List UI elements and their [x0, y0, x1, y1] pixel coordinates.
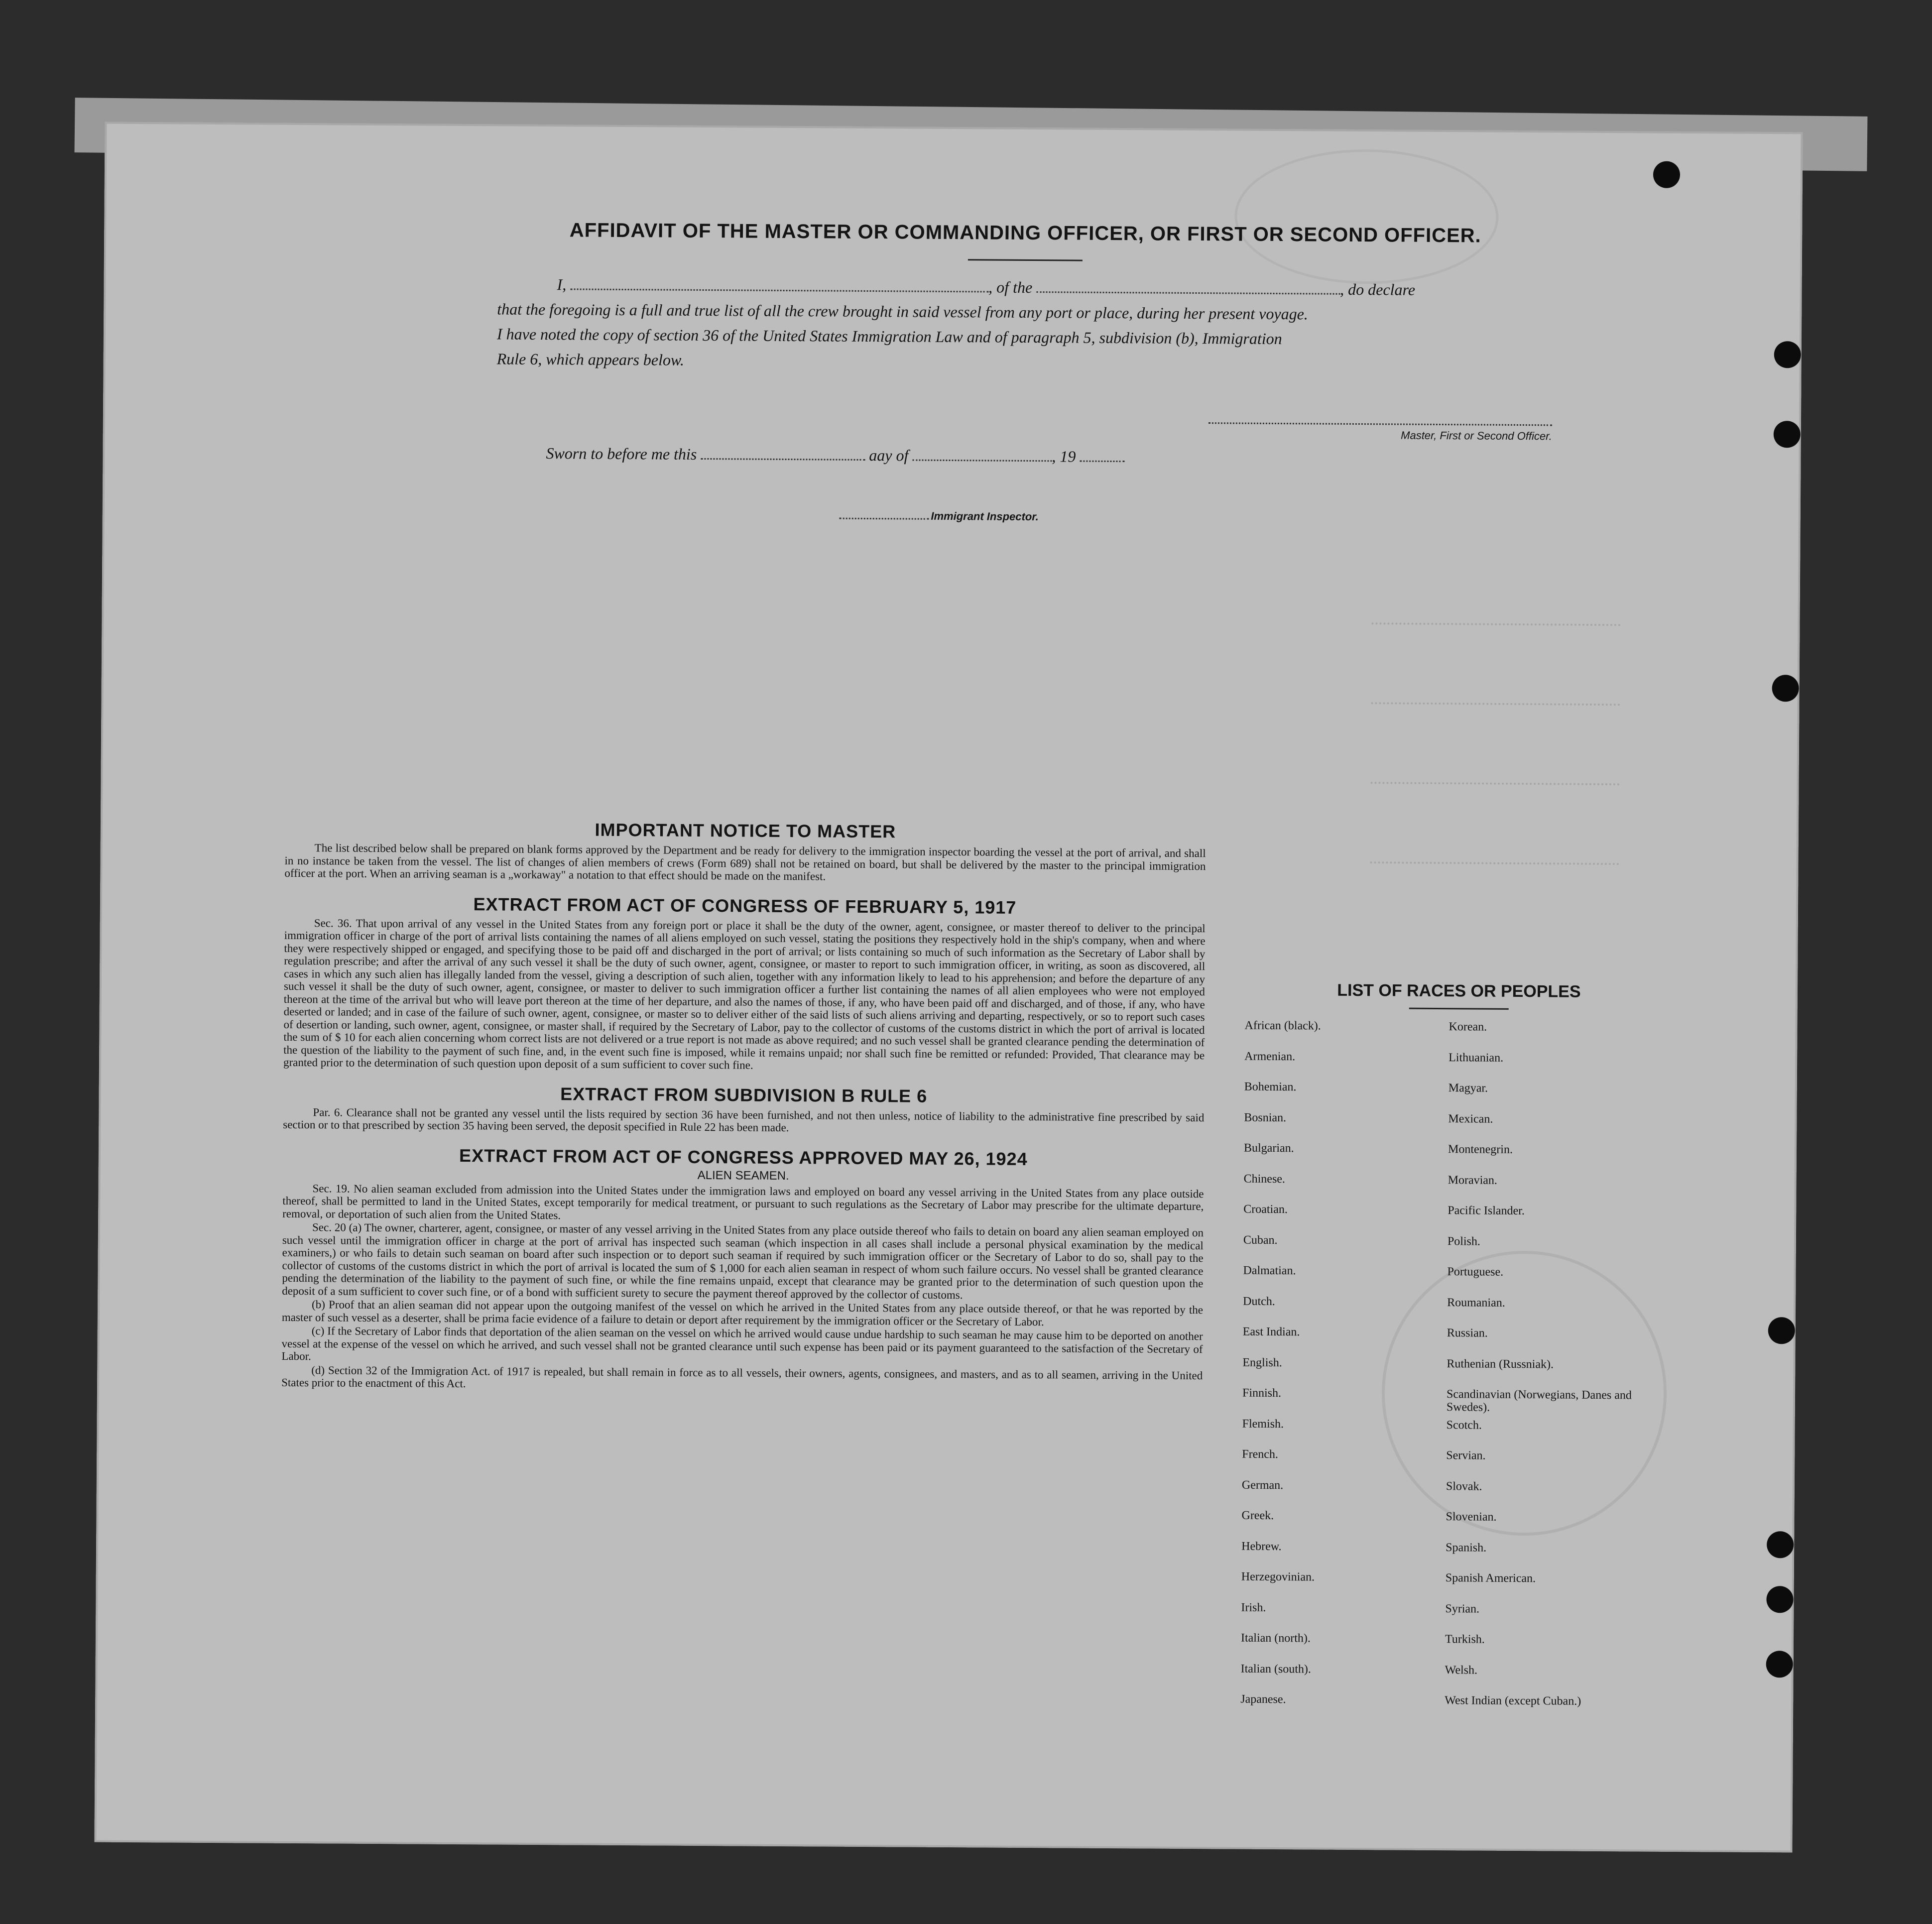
race-item: Roumanian. [1447, 1296, 1505, 1310]
race-item: Spanish. [1446, 1541, 1487, 1555]
race-item: Chinese. [1243, 1172, 1286, 1186]
race-item: Slovak. [1446, 1479, 1482, 1493]
divider [968, 259, 1083, 261]
rule6-text: Par. 6. Clearance shall not be granted any vessel until the lists required by section 36 have been furnished, and not then unless, notice of liability to the administrative fine prescribed by said section or to that prescribed by section 35 having been served, the deposit specified in Rule 22 has been made. [283, 1105, 1205, 1134]
inspector-blank[interactable] [839, 505, 929, 520]
race-item: Welsh. [1445, 1663, 1478, 1677]
punch-hole [1772, 675, 1799, 702]
race-item: East Indian. [1242, 1325, 1300, 1339]
race-item: Lithuanian. [1449, 1051, 1504, 1065]
punch-hole [1767, 1531, 1794, 1558]
races-grid [1240, 1019, 1673, 1726]
notice-title: IMPORTANT NOTICE TO MASTER [595, 819, 896, 842]
extract-1924-sec20b: (b) Proof that an alien seaman did not appear upon the outgoing manifest of the vessel on which he arrived in the United States from any place outside thereof, or that he was reported by the master of such vessel as a deserter, shall be prima facie evidence of a failure to detain or deport after requirement by the immigration officer or the Secretary of Labor. [281, 1298, 1204, 1328]
race-item: Moravian. [1448, 1173, 1498, 1187]
race-item: Italian (north). [1240, 1631, 1311, 1645]
bleed-through-row [1371, 607, 1620, 626]
race-item: Portuguese. [1447, 1265, 1504, 1279]
race-item: Finnish. [1242, 1386, 1282, 1400]
race-item: Scotch. [1446, 1418, 1482, 1432]
race-item: Pacific Islander. [1448, 1204, 1525, 1218]
race-item: Croatian. [1243, 1202, 1288, 1216]
affidavit-section [496, 219, 1554, 523]
sworn-year-blank[interactable] [1080, 448, 1124, 463]
punch-hole [1768, 1317, 1795, 1344]
notice-text: The list described below shall be prepared on blank forms approved by the Department and be ready for delivery to the immigration inspector boarding the vessel at the port of arrival, and shall in no instance be taken from the vessel. The list of changes of alien members of crews (Form 689) shall not be retained on board, but shall be delivered by the master to the principal immigration officer at the port. When an arriving seaman is a „workaway" a notation to that effect should be made on the manifest. [284, 842, 1206, 883]
race-item: Japanese. [1240, 1692, 1286, 1706]
race-item: Montenegrin. [1448, 1143, 1513, 1156]
inspector-block [815, 504, 1039, 523]
race-item: Servian. [1446, 1449, 1486, 1462]
affidavit-text-line: Rule 6, which appears below. [496, 350, 685, 369]
punch-hole [1653, 161, 1680, 188]
race-item: Polish. [1447, 1234, 1481, 1248]
race-item: Bohemian. [1244, 1080, 1297, 1094]
race-item: Herzegovinian. [1241, 1570, 1315, 1584]
race-item: Hebrew. [1241, 1540, 1282, 1553]
name-blank[interactable] [570, 275, 988, 292]
race-item: West Indian (except Cuban.) [1445, 1694, 1581, 1708]
extract-1924-sec20c: (c) If the Secretary of Labor finds that deportation of the alien seaman on the vessel on which he arrived would cause undue hardship to such seaman he may cause him to be deported on another vessel at the expense of the vessel on which he arrived, and such vessel shall not be granted clearance until such expense has been paid or its payment guaranteed to the satisfaction of the Secretary of Labor. [281, 1324, 1203, 1363]
signature-label: Master, First or Second Officer. [1401, 429, 1552, 443]
affidavit-text-line: that the foregoing is a full and true list of all the crew brought in said vessel from any port or place, during her present voyage. [497, 300, 1308, 323]
rule6-title: EXTRACT FROM SUBDIVISION B RULE 6 [560, 1083, 928, 1106]
race-item: German. [1241, 1478, 1284, 1492]
punch-hole [1774, 341, 1801, 368]
affidavit-text-line: I have noted the copy of section 36 of the United States Immigration Law and of paragraph 5, subdivision (b), Immigration [496, 325, 1282, 348]
sworn-month-blank[interactable] [912, 447, 1052, 462]
race-item: Spanish American. [1445, 1571, 1536, 1585]
race-item: French. [1242, 1447, 1279, 1461]
extract-1917-text: Sec. 36. That upon arrival of any vessel in the United States from any foreign port or place it shall be the duty of the owner, agent, consignee, or master thereof to deliver to the principal immigration officer in charge of the port of arrival lists containing the names of all aliens employed on such vessel, stating the positions they respectively hold in the ship's company, when and where they were respectively shipped or engaged, and specifying those to be paid off and discharged in the port of arrival; or lists containing so much of such information as the Secretary of Labor shall by regulation prescribe; and after the arrival of any such vessel it shall be the duty of such owner, agent, consignee, or master to report to such immigration officer, in writing, as soon as discovered, all cases in which any such alien has illegally landed from the vessel, giving a description of such alien, together with any information likely to lead to his apprehension; and before the departure of any such vessel it shall be the duty of such owner, agent, consignee, or master to deliver to such immigration officer a further list containing the names of all alien employees who were not employed thereon at the time of the arrival but who will leave port thereon at the time of her departure, and also the names of those, if any, who have been paid off and discharged, and of those, if any, who have deserted or landed; and in case of the failure of such owner, agent, consignee, or master so to deliver either of the said lists of such aliens arriving and departing, respectively, or so to report such cases of desertion or landing, such owner, agent, consignee, or master shall, if required by the Secretary of Labor, pay to the collector of customs of the customs district in which the port of arrival is located the sum of $ 10 for each alien concerning whom correct lists are not delivered or a true report is not made as above required; and no such vessel shall be granted clearance pending the determination of the question of the liability to the payment of such fine, and, in the event such fine is imposed, while it remains unpaid; nor shall such fine be remitted or refunded: Provided, That clearance may be granted prior to the determination of such question upon deposit of a sum sufficient to cover such fine. [283, 916, 1206, 1072]
race-item: Ruthenian (Russniak). [1447, 1357, 1554, 1371]
extract-1924-sec20a: Sec. 20 (a) The owner, charterer, agent, consignee, or master of any vessel arriving in the United States from any place outside thereof who fails to detain on board any alien seaman employed on such vessel until the immigration officer in charge at the port of arrival has inspected such seaman (which inspection in all cases shall include a personal physical examination by the medical examiners,) or who fails to detain such seaman on board after such inspection or to deport such seaman if required by such immigration officer or the Secretary of Labor to do so, shall pay to the collector of customs of the customs district in which the port of arrival is located the sum of $ 1,000 for each alien seaman in respect of whom such failure occurs. No vessel shall be granted clearance pending the determination of the liability to the payment of such fine, or while the fine remains unpaid, except that clearance may be granted prior to the determination of such question upon the deposit of a sum sufficient to cover such fine, or of a bond with sufficient surety to secure the payment thereof approved by the collector of customs. [282, 1221, 1204, 1301]
signature-blank[interactable] [1208, 407, 1552, 426]
bleed-through-row [1371, 687, 1620, 706]
race-item: Dutch. [1243, 1295, 1275, 1308]
punch-hole [1766, 1651, 1793, 1678]
races-title: LIST OF RACES OR PEOPLES [1337, 980, 1581, 1001]
punch-hole [1774, 421, 1801, 448]
signature-block [1208, 407, 1552, 443]
document-page [94, 122, 1803, 1853]
race-item: Dalmatian. [1243, 1264, 1296, 1278]
extract-1924-title: EXTRACT FROM ACT OF CONGRESS APPROVED MAY 26, 1924 [459, 1145, 1028, 1169]
extract-1924-sec20d: (d) Section 32 of the Immigration Act. of 1917 is repealed, but shall remain in force as to all vessels, their owners, agents, consignees, and masters, and as to all seamen, arriving in the United States prior to the enactment of this Act. [281, 1363, 1203, 1390]
divider [1409, 1008, 1509, 1010]
race-item: Cuban. [1243, 1233, 1278, 1247]
race-item: Bosnian. [1244, 1111, 1287, 1124]
race-item: Flemish. [1242, 1417, 1284, 1431]
bleed-through-row [1370, 846, 1619, 865]
affidavit-title: AFFIDAVIT OF THE MASTER OR COMMANDING OFFICER, OR FIRST OR SECOND OFFICER. [569, 219, 1481, 247]
legal-extracts-column [281, 818, 1206, 1396]
punch-hole [1766, 1586, 1793, 1613]
affidavit-declaration-line: I, , of the , do declare [557, 275, 1416, 299]
race-item: English. [1242, 1356, 1282, 1369]
race-item: Irish. [1241, 1601, 1266, 1614]
sworn-day-blank[interactable] [701, 445, 865, 461]
sworn-line: Sworn to before me this aay of , 19 [546, 441, 1124, 469]
race-item: Syrian. [1445, 1602, 1480, 1616]
bleed-through-row [1371, 767, 1620, 785]
extract-1924-sec19: Sec. 19. No alien seaman excluded from admission into the United States under the immigration laws and employed on board any vessel arriving in the United States from any place outside thereof, shall be permitted to land in the United States, except temporarily for medical treatment, or pursuant to such regulations as the Secretary of Labor may prescribe for the ultimate departure, removal, or deportation of such alien from the United States. [282, 1182, 1204, 1221]
race-item: Turkish. [1445, 1633, 1485, 1646]
extract-1924-subtitle: ALIEN SEAMEN. [697, 1168, 789, 1183]
race-item: African (black). [1244, 1019, 1321, 1033]
race-item: Greek. [1241, 1509, 1274, 1523]
races-list-section [1240, 980, 1673, 1726]
extract-1917-title: EXTRACT FROM ACT OF CONGRESS OF FEBRUARY 5, 1917 [473, 893, 1017, 918]
race-item: Slovenian. [1446, 1510, 1497, 1524]
race-item: Armenian. [1244, 1050, 1296, 1063]
race-item: Bulgarian. [1243, 1141, 1294, 1155]
race-item: Mexican. [1448, 1112, 1493, 1126]
race-item: Korean. [1449, 1020, 1487, 1034]
vessel-blank[interactable] [1036, 278, 1340, 295]
inspector-label: Immigrant Inspector. [931, 509, 1039, 523]
race-item: Scandinavian (Norwegians, Danes and Swedes). [1446, 1388, 1632, 1414]
race-item: Italian (south). [1240, 1662, 1312, 1676]
race-item: Russian. [1447, 1326, 1488, 1340]
race-item: Magyar. [1448, 1082, 1488, 1095]
